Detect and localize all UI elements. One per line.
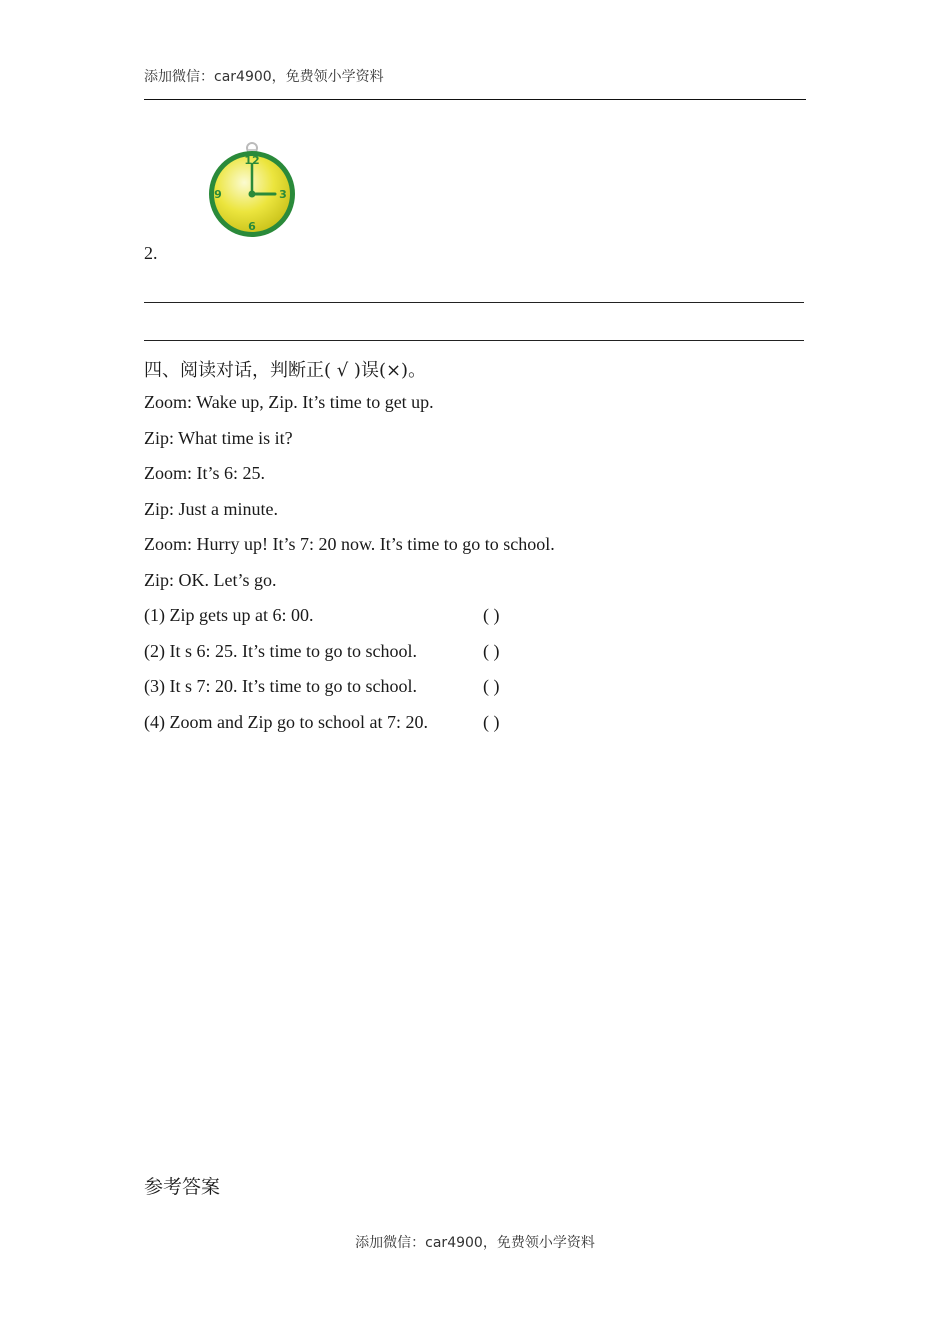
clock-number-3: 3 [279, 188, 287, 201]
page-header-text: 添加微信：car4900，免费领小学资料 [144, 69, 384, 85]
answer-line [144, 302, 804, 303]
clock-number-9: 9 [214, 188, 222, 201]
answer-blank: ( ) [483, 712, 500, 732]
answer-blank: ( ) [483, 641, 500, 661]
answer-blank: ( ) [483, 676, 500, 696]
question-number: 2. [144, 243, 158, 263]
answer-line [144, 340, 804, 341]
statement-text: (2) It s 6: 25. It’s time to go to school. [144, 641, 417, 661]
statement-text: (3) It s 7: 20. It’s time to go to school. [144, 676, 417, 696]
answer-blank: ( ) [483, 605, 500, 625]
section-title: 四、阅读对话，判断正( √ )误(×)。 [144, 360, 427, 381]
dialogue-line: Zoom: Hurry up! It’s 7: 20 now. It’s time to go to school. [144, 534, 555, 554]
dialogue-line: Zip: OK. Let’s go. [144, 570, 277, 590]
statement-text: (1) Zip gets up at 6: 00. [144, 605, 314, 625]
dialogue-line: Zoom: It’s 6: 25. [144, 463, 265, 483]
answers-heading: 参考答案 [144, 1176, 221, 1198]
clock-number-6: 6 [248, 220, 256, 233]
clock-center-pin [249, 191, 256, 198]
clock-illustration [205, 140, 301, 240]
dialogue-line: Zoom: Wake up, Zip. It’s time to get up. [144, 392, 434, 412]
statement-text: (4) Zoom and Zip go to school at 7: 20. [144, 712, 428, 732]
clock-number-12: 12 [244, 154, 260, 167]
header-divider [144, 99, 806, 100]
dialogue-line: Zip: Just a minute. [144, 499, 278, 519]
dialogue-line: Zip: What time is it? [144, 428, 293, 448]
page-footer-text: 添加微信：car4900，免费领小学资料 [355, 1235, 595, 1251]
